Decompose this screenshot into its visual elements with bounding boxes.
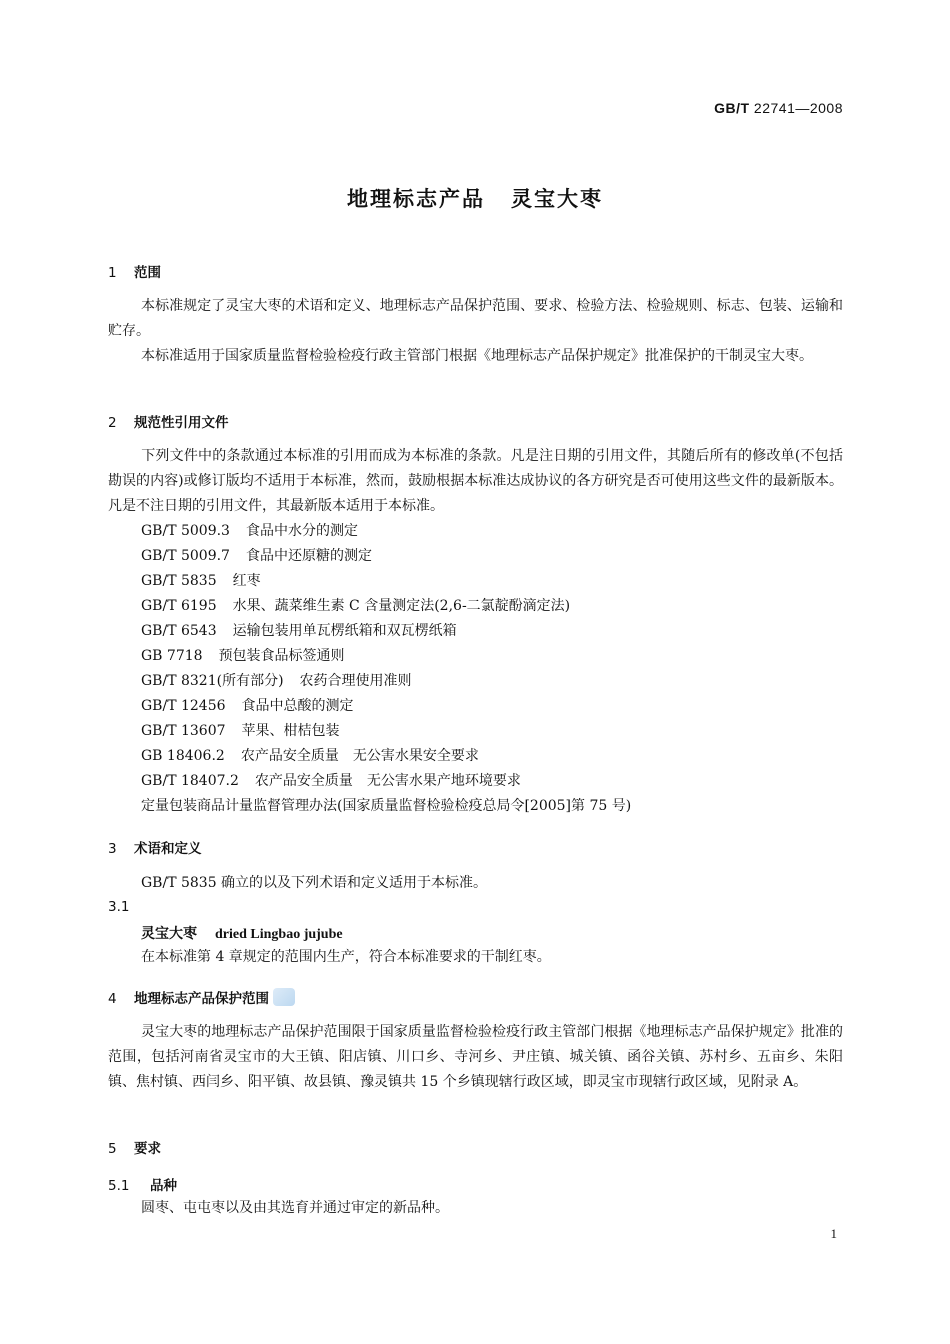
reference-item: GB 7718 预包装食品标签通则 xyxy=(141,648,345,664)
section-2-paragraph-1: 下列文件中的条款通过本标准的引用而成为本标准的条款。凡是注日期的引用文件，其随后所有的修改单(不包括勘误的内容)或修订版均不适用于本标准，然而，鼓励根据本标准达成协议的各方研究是否可使用这些文件的最新版本。凡是不注日期的引用文件，其最新版本适用于本标准。 xyxy=(108,448,843,514)
section-5-1-paragraph-1: 圆枣、屯屯枣以及由其选育并通过审定的新品种。 xyxy=(141,1200,449,1216)
reference-item: 定量包装商品计量监督管理办法(国家质量监督检验检疫总局令[2005]第 75 号) xyxy=(141,798,632,814)
page-title: 地理标志产品 灵宝大枣 xyxy=(347,187,603,211)
section-5-1-heading: 5.1 品种 xyxy=(108,1178,177,1194)
reference-item: GB/T 8321(所有部分) 农药合理使用准则 xyxy=(141,673,412,689)
section-5-heading: 5 要求 xyxy=(108,1141,161,1157)
reference-item: GB/T 6543 运输包装用单瓦楞纸箱和双瓦楞纸箱 xyxy=(141,623,457,639)
standard-number: GB/T 22741—2008 xyxy=(714,100,843,116)
section-4-paragraph-1: 灵宝大枣的地理标志产品保护范围限于国家质量监督检验检疫行政主管部门根据《地理标志产品保护规定》批准的范围，包括河南省灵宝市的大王镇、阳店镇、川口乡、寺河乡、尹庄镇、城关镇、函谷关镇、苏村乡、五亩乡、朱阳镇、焦村镇、西闫乡、阳平镇、故县镇、豫灵镇共 15 个乡镇现辖行政区域，即灵宝市现辖行政区域，见附录 A。 xyxy=(108,1024,843,1090)
reference-item: GB/T 5009.3 食品中水分的测定 xyxy=(141,523,358,539)
section-4-heading: 4 地理标志产品保护范围 xyxy=(108,987,295,1007)
section-3-paragraph-1: GB/T 5835 确立的以及下列术语和定义适用于本标准。 xyxy=(141,875,488,891)
term-definition: 在本标准第 4 章规定的范围内生产，符合本标准要求的干制红枣。 xyxy=(141,949,551,965)
section-2-heading: 2 规范性引用文件 xyxy=(108,415,229,431)
reference-item: GB/T 12456 食品中总酸的测定 xyxy=(141,698,354,714)
reference-item: GB 18406.2 农产品安全质量 无公害水果安全要求 xyxy=(141,748,479,764)
section-1-paragraph-1: 本标准规定了灵宝大枣的术语和定义、地理标志产品保护范围、要求、检验方法、检验规则、标志、包装、运输和贮存。 xyxy=(108,298,843,339)
reference-item: GB/T 13607 苹果、柑桔包装 xyxy=(141,723,340,739)
reference-item: GB/T 5009.7 食品中还原糖的测定 xyxy=(141,548,372,564)
term-heading: 灵宝大枣 dried Lingbao jujube xyxy=(141,926,343,942)
reference-item: GB/T 18407.2 农产品安全质量 无公害水果产地环境要求 xyxy=(141,773,521,789)
section-1-heading: 1 范围 xyxy=(108,265,161,281)
reference-item: GB/T 6195 水果、蔬菜维生素 C 含量测定法(2,6-二氯靛酚滴定法) xyxy=(141,598,571,614)
section-1-paragraph-2: 本标准适用于国家质量监督检验检疫行政主管部门根据《地理标志产品保护规定》批准保护的干制灵宝大枣。 xyxy=(141,348,813,364)
term-number: 3.1 xyxy=(108,899,130,915)
section-3-heading: 3 术语和定义 xyxy=(108,841,202,857)
reference-item: GB/T 5835 红枣 xyxy=(141,573,261,589)
watermark-icon xyxy=(273,988,295,1006)
page-number: 1 xyxy=(830,1226,837,1241)
